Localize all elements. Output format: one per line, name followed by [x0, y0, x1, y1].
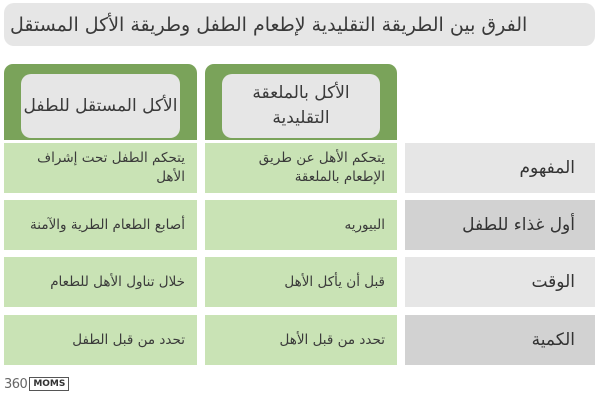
row-label-first-food: أول غذاء للطفل — [405, 200, 595, 250]
logo — [4, 374, 69, 394]
logo-brand: MOMS — [29, 377, 69, 391]
column-header-traditional-label: الأكل بالملعقة التقليدية — [222, 74, 380, 138]
row-label-concept: المفهوم — [405, 143, 595, 193]
cell-independent-concept: يتحكم الطفل تحت إشراف الأهل — [4, 143, 197, 193]
title-bar — [4, 3, 595, 46]
row-label-time: الوقت — [405, 257, 595, 307]
cell-traditional-first-food: البيوريه — [205, 200, 397, 250]
logo-number: 360 — [4, 376, 28, 392]
column-header-independent — [4, 64, 197, 140]
column-header-traditional — [205, 64, 397, 140]
page-title: الفرق بين الطريقة التقليدية لإطعام الطفل وطريقة الأكل المستقل — [10, 13, 528, 36]
cell-independent-time: خلال تناول الأهل للطعام — [4, 257, 197, 307]
column-header-independent-label: الأكل المستقل للطفل — [21, 74, 180, 138]
cell-independent-first-food: أصابع الطعام الطرية والآمنة — [4, 200, 197, 250]
cell-independent-quantity: تحدد من قبل الطفل — [4, 315, 197, 365]
cell-traditional-quantity: تحدد من قبل الأهل — [205, 315, 397, 365]
row-label-quantity: الكمية — [405, 315, 595, 365]
cell-traditional-concept: يتحكم الأهل عن طريق الإطعام بالملعقة — [205, 143, 397, 193]
cell-traditional-time: قبل أن يأكل الأهل — [205, 257, 397, 307]
